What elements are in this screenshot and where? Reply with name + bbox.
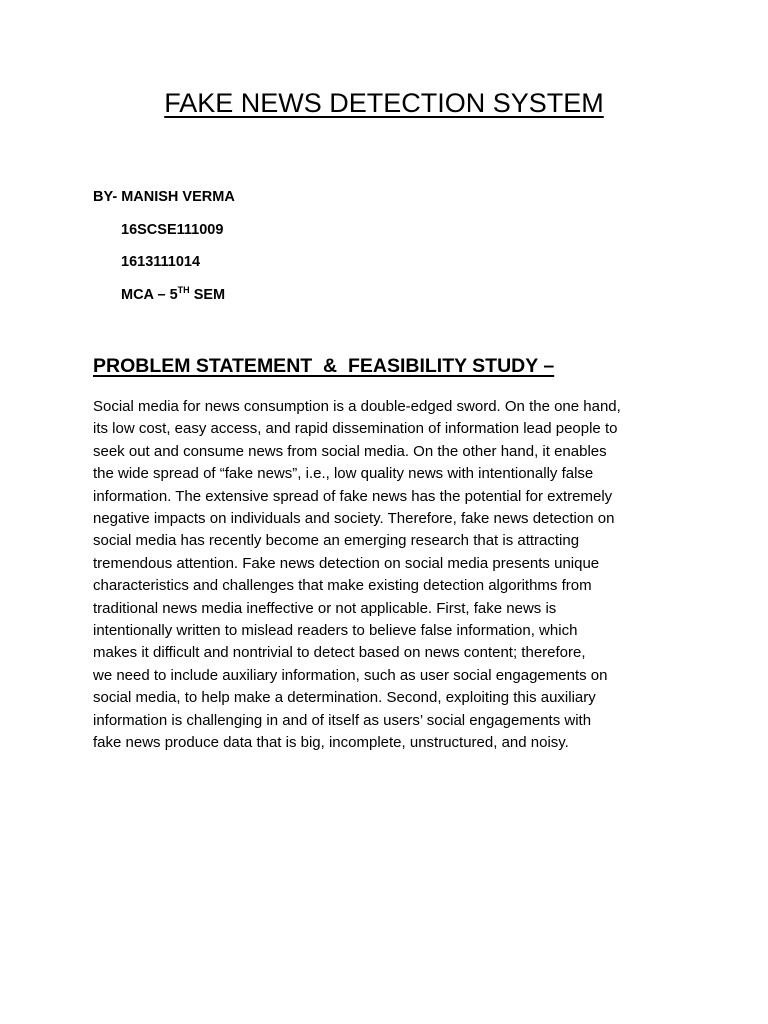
- paragraph-line: information is challenging in and of itself as users’ social engagements with: [93, 711, 592, 729]
- enrollment-number: 16SCSE111009: [121, 221, 224, 238]
- paragraph-line: makes it difficult and nontrivial to detect based on news content; therefore,: [93, 644, 586, 662]
- paragraph-line: negative impacts on individuals and society. Therefore, fake news detection on: [93, 510, 615, 528]
- document-title: [0, 88, 768, 119]
- paragraph-line: social media has recently become an emerging research that is attracting: [93, 532, 580, 550]
- paragraph-line: characteristics and challenges that make existing detection algorithms from: [93, 577, 592, 595]
- paragraph-line: traditional news media ineffective or not applicable. First, fake news is: [93, 599, 557, 617]
- paragraph-line: tremendous attention. Fake news detection on social media presents unique: [93, 554, 600, 572]
- body-paragraph: [93, 396, 683, 755]
- paragraph-line: the wide spread of “fake news”, i.e., low quality news with intentionally false: [93, 465, 594, 483]
- paragraph-line: fake news produce data that is big, incomplete, unstructured, and noisy.: [93, 734, 569, 752]
- paragraph-line: we need to include auxiliary information, such as user social engagements on: [93, 666, 608, 684]
- course-superscript: TH: [177, 284, 190, 295]
- document-title-text: FAKE NEWS DETECTION SYSTEM: [164, 88, 604, 118]
- author-info: [93, 188, 235, 318]
- section-heading: PROBLEM STATEMENT & FEASIBILITY STUDY –: [93, 355, 555, 377]
- paragraph-line: social media, to help make a determination. Second, exploiting this auxiliary: [93, 689, 596, 707]
- paragraph-line: information. The extensive spread of fake news has the potential for extremely: [93, 487, 613, 505]
- author-by-line: BY- MANISH VERMA: [93, 189, 235, 205]
- paragraph-line: Social media for news consumption is a double-edged sword. On the one hand,: [93, 398, 621, 415]
- paragraph-line: its low cost, easy access, and rapid dissemination of information lead people to: [93, 420, 618, 438]
- paragraph-line: intentionally written to mislead readers to believe false information, which: [93, 622, 578, 640]
- course-semester: [93, 286, 235, 319]
- admission-number: 1613111014: [121, 254, 201, 270]
- course-suffix: SEM: [189, 286, 226, 303]
- course-prefix: MCA – 5: [121, 286, 178, 303]
- paragraph-line: seek out and consume news from social media. On the other hand, it enables: [93, 442, 607, 460]
